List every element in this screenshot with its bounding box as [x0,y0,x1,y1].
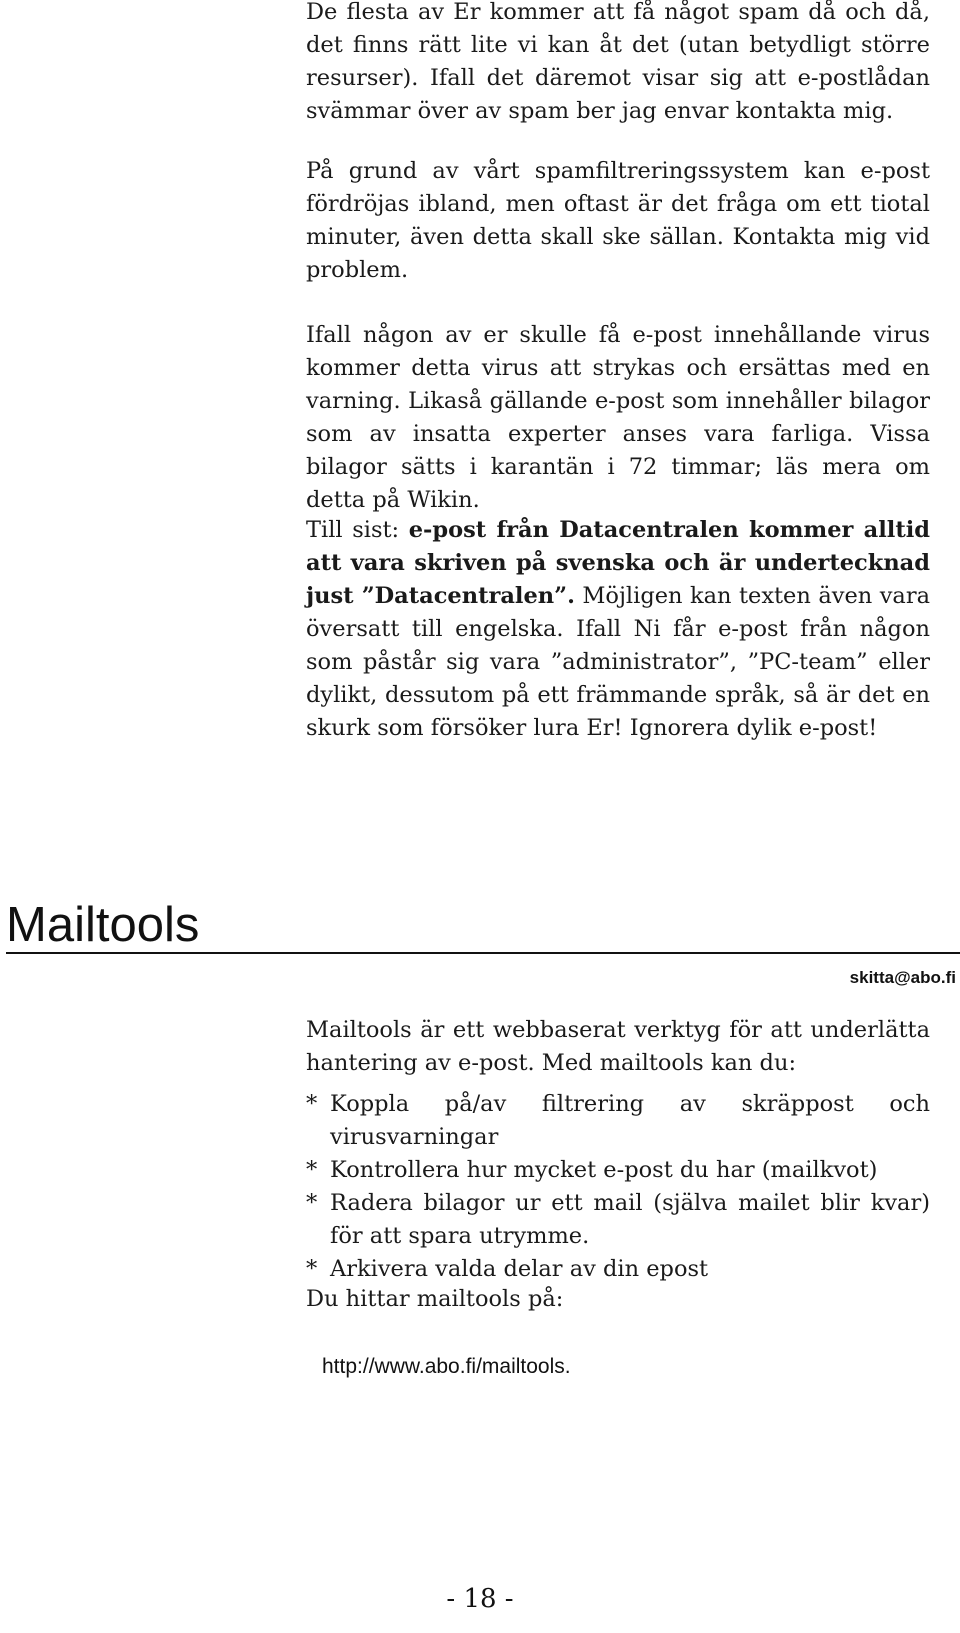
section-title: Mailtools [6,898,200,952]
warning-intro: Till sist: [306,517,409,543]
list-item [306,1154,930,1187]
author-email: skitta@abo.fi [849,968,956,987]
bullet-star: * [306,1091,318,1117]
warning-bold: e-post från Datacentralen kommer alltid att vara skriven på svenska och är undertecknad just ”Datacentralen”. [306,517,930,609]
mailtools-location: Du hittar mailtools på: [306,1286,564,1312]
mailtools-link[interactable]: http://www.abo.fi/mailtools. [322,1355,571,1378]
paragraph-spam: De flesta av Er kommer att få något spam då och då, det finns rätt lite vi kan åt det (utan betydligt större resurser). Ifall det däremot visar sig att e-postlådan svämmar över av spam ber jag envar kontakta mig. [306,0,930,124]
section-divider [6,952,960,954]
bullet-star: * [306,1190,318,1216]
list-item-text: Koppla på/av filtrering av skräppost och virusvarningar [330,1091,930,1150]
paragraph-warning [306,514,930,745]
paragraph-delay: På grund av vårt spamfiltreringssystem kan e-post fördröjas ibland, men oftast är det fråga om ett tiotal minuter, även detta skall ske sällan. Kontakta mig vid problem. [306,158,930,283]
paragraph-virus: Ifall någon av er skulle få e-post innehållande virus kommer detta virus att strykas och ersättas med en varning. Likaså gällande e-post som innehåller bilagor som av insatta experter anses vara farliga. Vissa bilagor sätts i karantän i 72 timmar; läs mera om detta på Wikin. [306,322,930,513]
list-item [306,1187,930,1253]
list-item [306,1088,930,1154]
page-number: - 18 - [446,1584,514,1614]
list-item-text: Kontrollera hur mycket e-post du har (mailkvot) [330,1157,878,1183]
list-item-text: Arkivera valda delar av din epost [330,1256,709,1282]
bullet-star: * [306,1157,318,1183]
feature-list [306,1088,930,1286]
mailtools-intro: Mailtools är ett webbaserat verktyg för att underlätta hantering av e-post. Med mailtools kan du: [306,1017,930,1076]
list-item-text: Radera bilagor ur ett mail (själva mailet blir kvar) för att spara utrymme. [330,1190,930,1249]
list-item [306,1253,930,1286]
bullet-star: * [306,1256,318,1282]
warning-rest: Möjligen kan texten även vara översatt till engelska. Ifall Ni får e-post från någon som påstår sig vara ”administrator”, ”PC-team” eller dylikt, dessutom på ett främmande språk, så är det en skurk som försöker lura Er! Ignorera dylik e-post! [306,583,931,741]
